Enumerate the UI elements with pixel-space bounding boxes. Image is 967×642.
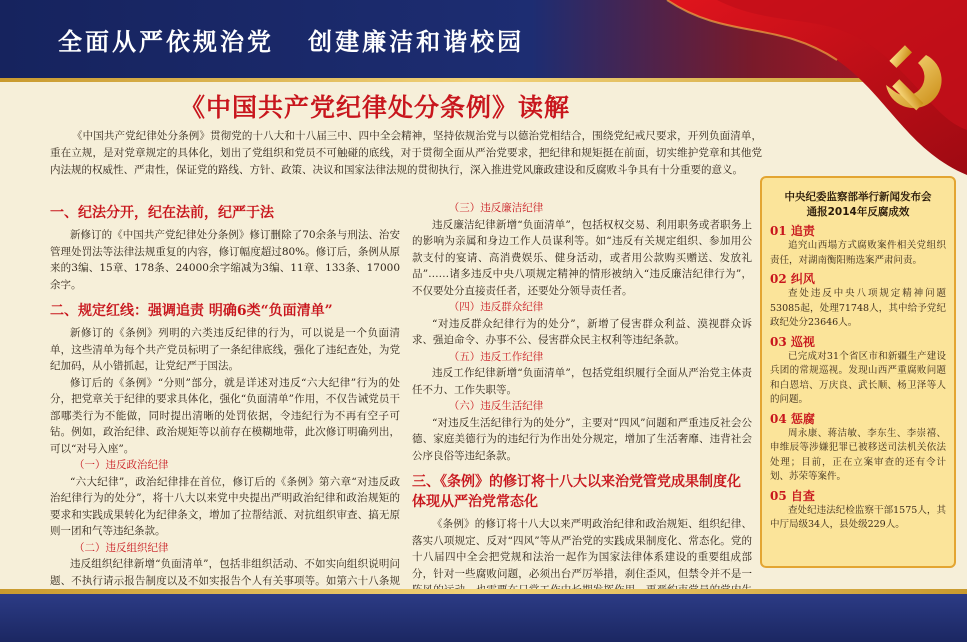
- subsection-life-text: “对违反生活纪律行为的处分”，主要对“四风”问题和严重违反社会公德、家庭美德行为的违纪行为作出处分规定，增加了生活奢靡、违背社会公序良俗等违纪条款。: [412, 416, 752, 462]
- sidebar-item-heading: 05 自查: [770, 488, 815, 503]
- sidebar-item-heading: 01 追责: [770, 224, 815, 238]
- sidebar-results-box: [760, 176, 956, 568]
- subsection-life-heading: （六）违反生活纪律: [448, 400, 544, 412]
- middle-column: [412, 200, 752, 642]
- sidebar-item-inspection: [762, 335, 954, 408]
- subsection-organizational-heading: （二）违反组织纪律: [74, 541, 169, 554]
- section-1-text: 新修订的《中国共产党纪律处分条例》修订删除了70余条与刑法、治安管理处罚法等法律法规重复的内容，修订幅度超过80%。修订后，条例从原来的3编、15章、178条、24000余字缩减为3编、11章、133条、17000余字。: [50, 229, 400, 291]
- subsection-political-heading: （一）违反政治纪律: [74, 459, 169, 471]
- sidebar-item-text: 追究山西塌方式腐败案件相关党组织责任，对湖南衡阳贿选案严肃问责。: [770, 240, 946, 266]
- sidebar-item-heading: 03 巡视: [770, 334, 815, 349]
- sidebar-item-text: 周永康、蒋洁敏、李东生、李崇禧、申维辰等涉嫌犯罪已被移送司法机关依法处理；目前，正在立案审查的还有令计划、苏荣等案件。: [770, 427, 946, 482]
- section-3-heading: 三、《条例》的修订将十八大以来治党管党成果制度化体现从严治党常态化: [412, 474, 741, 510]
- sidebar-item-self-check: [762, 489, 954, 533]
- sidebar-item-rectification: [762, 272, 954, 331]
- sidebar-item-heading: 02 纠风: [770, 272, 815, 286]
- subsection-work-heading: （五）违反工作纪律: [448, 350, 544, 363]
- left-column: [50, 200, 400, 622]
- subsection-mass-heading: （四）违反群众纪律: [448, 301, 544, 313]
- sidebar-item-text: 查处纪违法纪检监察干部1575人，其中厅局级34人，县处级229人。: [770, 504, 946, 530]
- section-2-text-1: 新修订的《条例》列明的六类违反纪律的行为，可以说是一个负面清单，这些清单为每个共产党员标明了一条纪律底线，强化了违纪查处，为党纪加码，从小错抓起，让党纪严于国法。: [50, 327, 400, 372]
- sidebar-item-text: 已完成对31个省区市和新疆生产建设兵团的常规巡视。发现山西严重腐败问题和白恩培、万庆良、武长顺、杨卫泽等人的问题。: [770, 350, 946, 405]
- subsection-integrity-text: 违反廉洁纪律新增“负面清单”，包括权权交易、利用职务或者职务上的影响为亲属和身边工作人员谋利等。如“违反有关规定组织、参加用公款支付的宴请、高消费娱乐、健身活动，或者用公款购买赠送、发放礼品”……诸多违反中央八项规定精神的情形被纳入“违反廉洁纪律行为”，不仅要处分直接责任者，还要处分领导责任者。: [412, 218, 752, 297]
- sidebar-item-text: 查处违反中央八项规定精神问题53085起，处理71748人，其中给予党纪政纪处分23646人。: [770, 288, 946, 328]
- footer-band: [0, 594, 967, 642]
- section-2-text-2: 修订后的《条例》“分则”部分，就是详述对违反“六大纪律”行为的处分，把党章关于纪律的要求具体化，强化“负面清单”作用，不仅告诫党员干部哪类行为不能做，同时提出清晰的处罚依据，令违纪行为不再有空子可钻。例如，政治纪律、政治规矩等以前存在模糊地带，此次修订明确列出，可以“对号入座”。: [50, 376, 400, 455]
- subsection-work-text: 违反工作纪律新增“负面清单”，包括党组织履行全面从严治党主体责任不力、工作失职等。: [412, 367, 752, 396]
- subsection-integrity-heading: （三）违反廉洁纪律: [448, 202, 544, 214]
- section-1-heading: 一、纪法分开，纪在法前，纪严于法: [50, 205, 274, 221]
- intro-paragraph: 《中国共产党纪律处分条例》贯彻党的十八大和十八届三中、四中全会精神，坚持依规治党与以德治党相结合，围绕党纪戒尺要求，开列负面清单，重在立规，是对党章规定的具体化，划出了党组织和党员不可触碰的底线，对于贯彻全面从严治党要求，把纪律和规矩挺在前面，切实维护党章和其他党内法规的权威性、严肃性，保证党的路线、方针、政策、决议和国家法律法规的贯彻执行，深入推进党风廉政建设和反腐败斗争具有十分重要的意义。: [50, 130, 762, 176]
- sidebar-item-punishment: [762, 412, 954, 485]
- subsection-mass-text: “对违反群众纪律行为的处分”，新增了侵害群众利益、漠视群众诉求、强迫命令、办事不公、侵害群众民主权利等违纪条款。: [412, 317, 752, 346]
- subsection-political-text: “六大纪律”，政治纪律排在首位，修订后的《条例》第六章“对违反政治纪律行为的处分”，将十八大以来党中央提出严明政治纪律和政治规矩的要求和实践成果转化为纪律条文，增加了拉帮结派、对抗组织审查、搞无原则一团和气等违纪条款。: [50, 475, 400, 537]
- sidebar-title: 中央纪委监察部举行新闻发布会 通报2014年反腐成效: [784, 191, 932, 218]
- sidebar-item-heading: 04 惩腐: [770, 411, 815, 426]
- subsection-organizational-text: 违反组织纪律新增“负面清单”，包括非组织活动、不如实向组织说明问题、不执行请示报告制度以及不如实报告个人有关事项等。如第六十八条规: [50, 558, 400, 587]
- section-2-heading: 二、规定红线：强调追责 明确6类“负面清单”: [50, 303, 333, 319]
- header-slogan: 全面从严依规治党 创建廉洁和谐校园: [58, 28, 525, 56]
- page-title: 《中国共产党纪律处分条例》读解: [180, 93, 571, 122]
- sidebar-item-accountability: [762, 224, 954, 268]
- section-3-text: 《条例》的修订将十八大以来严明政治纪律和政治规矩、组织纪律、落实八项规定、反对“四风”等从严治党的实践成果制度化、常态化。党的十八届四中全会把党规和法治一起作为国家法律体系建设的重要组成部分，针对一些腐败问题，必须出台严厉举措，刹住歪风，但禁令并不是一: [412, 518, 752, 580]
